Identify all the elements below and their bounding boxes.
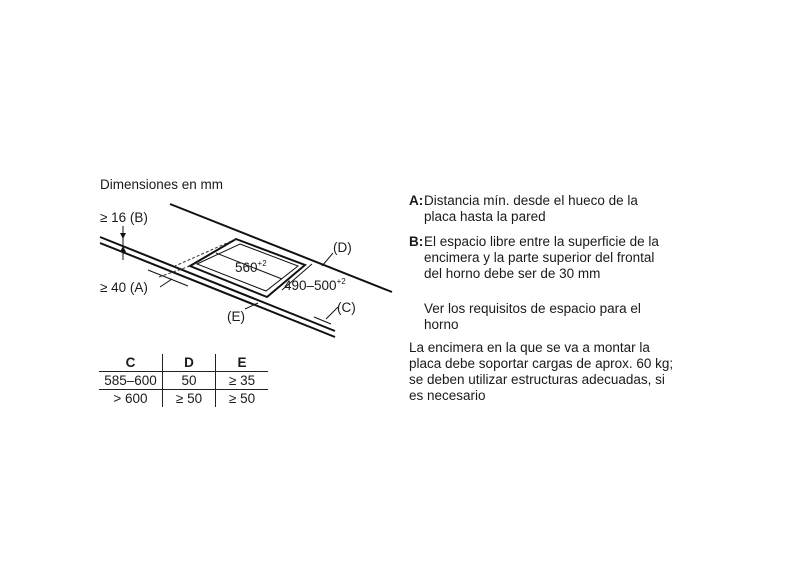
table-header: E bbox=[216, 354, 269, 372]
legend-text: placa debe soportar cargas de aprox. 60 kg; bbox=[409, 356, 674, 371]
table-header: D bbox=[163, 354, 216, 372]
legend-text: El espacio libre entre la superficie de la bbox=[424, 234, 659, 249]
label-e: (E) bbox=[227, 309, 245, 324]
table-cell: ≥ 50 bbox=[163, 390, 216, 408]
table-row bbox=[99, 390, 268, 408]
table-cell: ≥ 50 bbox=[228, 391, 256, 406]
legend-key-a: A: bbox=[409, 193, 424, 208]
table-header: C bbox=[99, 354, 163, 372]
label-c: (C) bbox=[337, 300, 356, 315]
legend-text: Ver los requisitos de espacio para el bbox=[424, 301, 641, 316]
legend-text: La encimera en la que se va a montar la bbox=[409, 340, 650, 355]
label-a: ≥ 40 (A) bbox=[100, 280, 148, 295]
legend-text: se deben utilizar estructuras adecuadas, si bbox=[409, 372, 665, 387]
legend-text: placa hasta la pared bbox=[424, 209, 546, 224]
table-cell: 585–600 bbox=[99, 372, 163, 390]
legend bbox=[409, 193, 699, 404]
legend-text: horno bbox=[424, 317, 459, 332]
table-cell: 50 bbox=[163, 372, 216, 390]
cutout-depth-label: $490-500^{+2}$ bbox=[284, 277, 346, 293]
legend-note bbox=[409, 301, 699, 333]
table-header-row bbox=[99, 354, 268, 372]
label-d: (D) bbox=[333, 240, 352, 255]
load-note bbox=[409, 340, 699, 404]
label-b: ≥ 16 (B) bbox=[100, 210, 148, 225]
table-row bbox=[99, 372, 268, 390]
dimension-table bbox=[99, 354, 268, 407]
legend-text: Distancia mín. desde el hueco de la bbox=[424, 193, 638, 208]
legend-item-b bbox=[409, 234, 699, 282]
legend-text: del horno debe ser de 30 mm bbox=[424, 266, 601, 281]
d-leader bbox=[322, 253, 333, 266]
legend-key-b: B: bbox=[409, 234, 424, 249]
dashed-projection-back bbox=[175, 239, 236, 266]
legend-text: es necesario bbox=[409, 388, 486, 403]
cutout-width-label: $560^{+2}$ bbox=[235, 259, 267, 275]
b-arrow-down bbox=[120, 233, 126, 239]
table-cell: > 600 bbox=[99, 390, 163, 408]
legend-item-a bbox=[409, 193, 699, 225]
table-cell: ≥ 35 bbox=[216, 372, 269, 390]
legend-text: encimera y la parte superior del frontal bbox=[424, 250, 655, 265]
a-dimension-line bbox=[148, 270, 188, 286]
a-leader bbox=[160, 279, 172, 287]
dimensions-heading: Dimensiones en mm bbox=[100, 177, 224, 192]
